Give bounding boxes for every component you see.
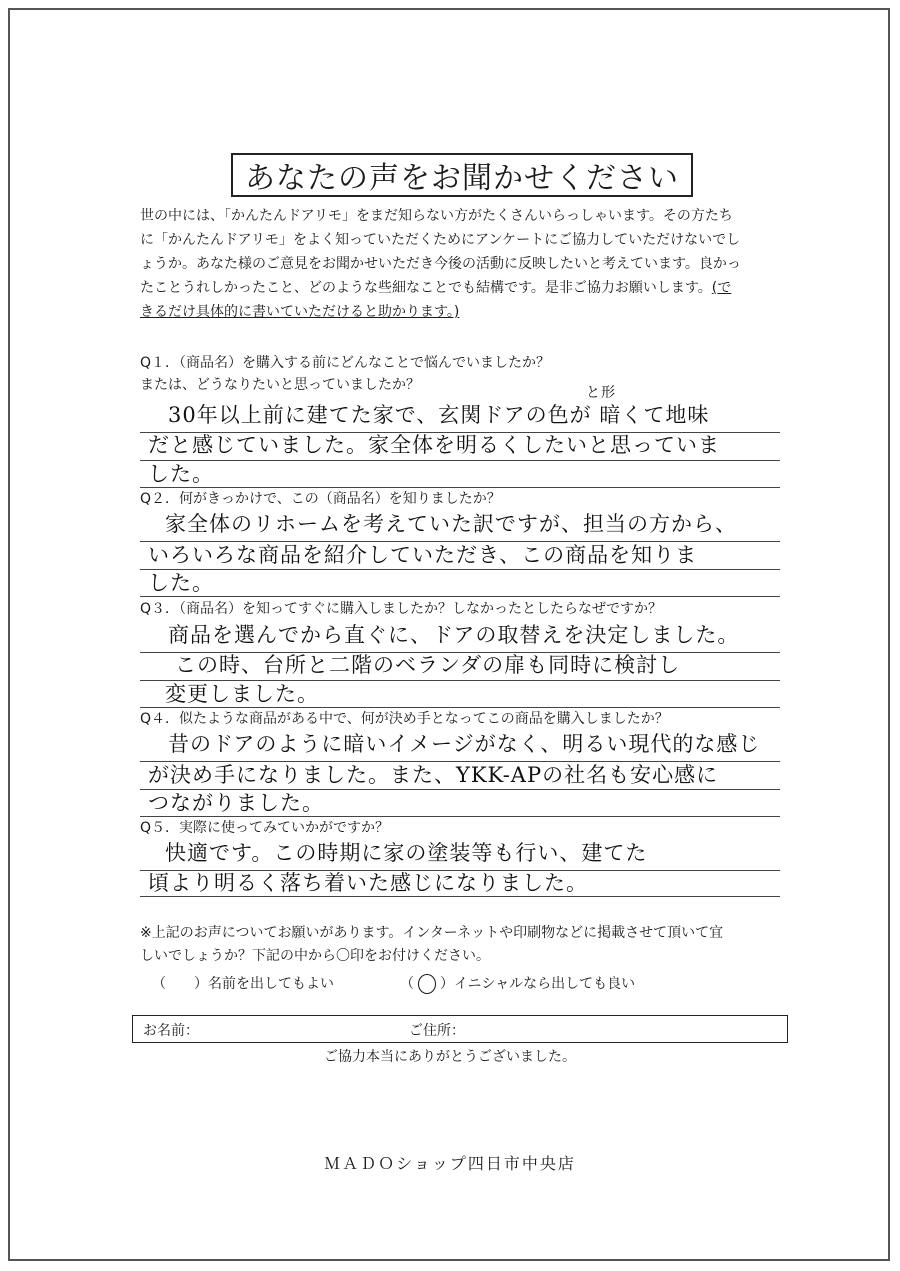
q1-answer-1 — [168, 385, 710, 431]
answer-rule — [140, 460, 780, 461]
answer-rule — [140, 896, 780, 897]
option-initial-label: イニシャルなら出しても良い — [454, 976, 636, 992]
q1-line1: Q１．（商品名）を購入する前にどんなことで悩んでいましたか？ — [140, 355, 551, 371]
intro-line — [140, 276, 780, 300]
q1-answer-1-text: 30年以上前に建てた家で、玄関ドアの色が 暗くて地味 — [168, 403, 710, 427]
q3-answer-2: この時、台所と二階のベランダの扉も同時に検討し — [175, 653, 681, 677]
paren-open: （ — [400, 976, 414, 992]
intro-line-underlined: きるだけ具体的に書いていただけると助かります。) — [140, 304, 460, 320]
note-line2: しいでしょうか？下記の中から〇印をお付けください。 — [140, 948, 490, 964]
q3-answer-1: 商品を選んでから直ぐに、ドアの取替えを決定しました。 — [168, 623, 740, 647]
answer-rule — [140, 569, 780, 570]
q2-answer-1: 家全体のリホームを考えていた訳ですが、担当の方から、 — [165, 512, 737, 536]
q2-question — [140, 488, 501, 510]
intro-line-part: たことうれしかったこと、どのような些細なことでも結構です。是非ご協力お願いします。 — [140, 280, 712, 296]
q2-line1: Q２．何がきっかけで、この（商品名）を知りましたか？ — [140, 491, 501, 507]
permission-note — [140, 922, 790, 968]
q5-answer-1: 快適です。この時期に家の塗装等も行い、建てた — [165, 841, 648, 865]
intro-line-underlined: (で — [711, 280, 732, 296]
q1-answer-insert: と形 — [586, 385, 616, 401]
intro-text — [140, 204, 780, 324]
shop-name: ＭＡＤＯショップ四日市中央店 — [324, 1154, 576, 1173]
q2-answer-3: した。 — [148, 571, 214, 595]
intro-line: ょうか。あなた様のご意見をお聞かせいただき今後の活動に反映したいと考えています。良かっ — [140, 256, 741, 272]
q4-answer-2: が決め手になりました。また、YKK-APの社名も安心感に — [148, 763, 719, 787]
intro-line: に「かんたんドアリモ」をよく知っていただくためにアンケートにご協力していただけないでし — [140, 232, 741, 248]
thanks-text: ご協力本当にありがとうございました。 — [324, 1049, 576, 1065]
circle-mark-icon — [418, 974, 436, 994]
intro-line: 世の中には、「かんたんドアリモ」をまだ知らない方がたくさんいらっしゃいます。その方たち — [140, 208, 733, 224]
q3-question — [140, 598, 662, 620]
q1-answer-3: した。 — [148, 462, 214, 486]
name-label: お名前： — [143, 1023, 199, 1039]
contact-form-box — [132, 1015, 788, 1043]
q4-answer-3: つながりました。 — [148, 791, 324, 815]
q4-line1: Q４．似たような商品がある中で、何が決め手となってこの商品を購入しましたか？ — [140, 711, 669, 727]
option-name-ok[interactable]: （ ）名前を出してもよい — [152, 976, 334, 992]
q5-question — [140, 817, 389, 839]
q1-line2: または、どうなりたいと思っていましたか？ — [140, 377, 420, 393]
q5-line1: Q５．実際に使ってみていかがですか？ — [140, 820, 390, 836]
q5-answer-2: 頃より明るく落ち着いた感じになりました。 — [148, 871, 588, 895]
option-initial-ok[interactable] — [400, 973, 635, 994]
q3-answer-3: 変更しました。 — [165, 682, 319, 706]
q1-question — [140, 352, 550, 396]
q2-answer-2: いろいろな商品を紹介していただき、この商品を知りま — [148, 543, 698, 567]
q1-answer-2: だと感じていました。家全体を明るくしたいと思っていま — [148, 433, 720, 457]
note-line1: ※上記のお声についてお願いがあります。インターネットや印刷物などに掲載させて頂いて宜 — [140, 925, 724, 941]
paren-close: ） — [440, 976, 454, 992]
answer-rule — [140, 596, 780, 597]
q3-line1: Q３．（商品名）を知ってすぐに購入しましたか？しなかったとしたらなぜですか？ — [140, 601, 663, 617]
page-title: あなたの声をお聞かせください — [231, 153, 693, 197]
address-label: ご住所： — [409, 1023, 465, 1039]
q4-answer-1: 昔のドアのように暗いイメージがなく、明るい現代的な感じ — [168, 732, 761, 756]
q4-question — [140, 708, 669, 730]
